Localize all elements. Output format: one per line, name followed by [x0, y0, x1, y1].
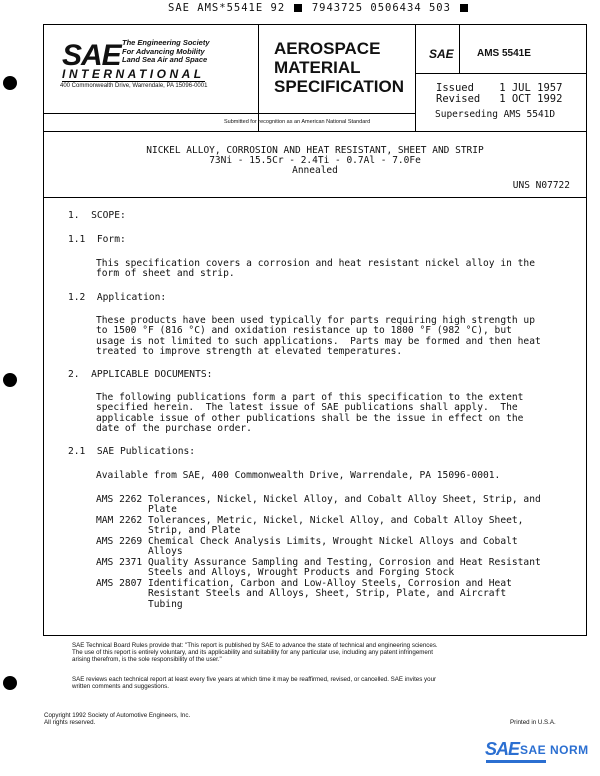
section-1-2-heading: 1.2 Application:	[68, 292, 167, 303]
issue-dates	[436, 83, 562, 105]
document-type-title: AEROSPACE MATERIAL SPECIFICATION	[274, 39, 405, 96]
printed-in-usa: Printed in U.S.A.	[510, 719, 556, 726]
material-condition: Annealed	[292, 165, 338, 176]
reference-title: Tolerances, Metric, Nickel, Nickel Alloy, and Cobalt Alloy Sheet, Strip, and Plate	[147, 515, 524, 537]
sae-address: 400 Commonwealth Drive, Warrendale, PA 15096-0001	[60, 83, 208, 89]
sae-mini-logo: SAE	[429, 47, 454, 61]
reference-title: Quality Assurance Sampling and Testing, Corrosion and Heat Resistant Steels and Alloys, Wrought Products and Forging Stock	[147, 557, 541, 579]
section-1-1-body: This specification covers a corrosion and heat resistant nickel alloy in the form of sheet and strip.	[96, 258, 535, 280]
punch-hole-top	[3, 76, 17, 90]
document-code-header	[168, 2, 470, 14]
sae-tagline: The Engineering Society For Advancing Mobility Land Sea Air and Space	[122, 38, 210, 64]
header-block	[44, 25, 586, 132]
international-label: INTERNATIONAL	[62, 67, 205, 81]
code-block-mark	[460, 4, 468, 12]
reference-title: Chemical Check Analysis Limits, Wrought Nickel Alloys and Cobalt Alloys	[147, 536, 518, 558]
section-1-heading: 1. SCOPE:	[68, 210, 126, 221]
material-title: NICKEL ALLOY, CORROSION AND HEAT RESISTANT, SHEET AND STRIP	[146, 145, 484, 156]
section-2-1-heading: 2.1 SAE Publications:	[68, 446, 196, 457]
reference-code: AMS 2371	[96, 557, 143, 568]
document-barcode-number: 7943725 0506434 503	[311, 2, 451, 14]
revised-date: Revised 1 OCT 1992	[436, 93, 563, 105]
code-block-mark	[294, 4, 302, 12]
ansi-submission-note: Submitted for recognition as an American National Standard	[224, 119, 371, 125]
reference-code: AMS 2262	[96, 494, 143, 505]
review-notice: SAE reviews each technical report at least every five years at which time it may be reaffirmed, revised, or cancelled. SAE invites your written comments and suggestions.	[72, 676, 437, 691]
technical-board-rules: SAE Technical Board Rules provide that: "This report is published by SAE to advance the state of technical and engineering sciences. The use of this report is entirely voluntary, and its applicability and suitability for any particular use, including any patent infringement arising therefrom, is the sole responsibility of the user."	[72, 642, 438, 664]
ams-number: AMS 5541E	[477, 48, 531, 59]
copyright-notice: Copyright 1992 Society of Automotive Engineers, Inc. All rights reserved.	[44, 712, 191, 727]
reference-code: AMS 2807	[96, 578, 143, 589]
sae-norm-stamp-text: SAE NORM	[520, 743, 589, 757]
sae-logo: SAE	[62, 39, 121, 72]
sae-availability: Available from SAE, 400 Commonwealth Drive, Warrendale, PA 15096-0001.	[96, 470, 501, 481]
section-1-1-heading: 1.1 Form:	[68, 234, 126, 245]
specification-frame	[43, 24, 587, 636]
punch-hole-bottom	[3, 676, 17, 690]
document-code: SAE AMS*5541E 92	[168, 2, 286, 14]
reference-code: AMS 2269	[96, 536, 143, 547]
stamp-underline	[486, 760, 546, 763]
issued-date: Issued 1 JUL 1957	[436, 82, 563, 94]
sae-norm-stamp-logo: SAE	[485, 739, 520, 759]
superseding-note: Superseding AMS 5541D	[435, 109, 556, 120]
reference-title: Identification, Carbon and Low-Alloy Steels, Corrosion and Heat Resistant Steels and Alloys, Sheet, Strip, Plate, and Aircraft Tubing	[147, 578, 512, 610]
material-composition: 73Ni - 15.5Cr - 2.4Ti - 0.7Al - 7.0Fe	[209, 155, 421, 166]
punch-hole-middle	[3, 373, 17, 387]
reference-code: MAM 2262	[96, 515, 143, 526]
reference-title: Tolerances, Nickel, Nickel Alloy, and Cobalt Alloy Sheet, Strip, and Plate	[147, 494, 541, 516]
section-2-body: The following publications form a part of this specification to the extent specified herein. The latest issue of SAE publications shall apply. The applicable issue of other publications shall be the issue in effect on the date of the purchase order.	[96, 392, 524, 435]
section-1-2-body: These products have been used typically for parts requiring high strength up to 1500 °F (816 °C) and oxidation resistance up to 1800 °F (982 °C), but usage is not limited to such applications. Parts may be formed and then heat treated to improve strength at elevated temperatures.	[96, 315, 541, 358]
section-2-heading: 2. APPLICABLE DOCUMENTS:	[68, 369, 213, 380]
uns-number: UNS N07722	[512, 180, 570, 191]
